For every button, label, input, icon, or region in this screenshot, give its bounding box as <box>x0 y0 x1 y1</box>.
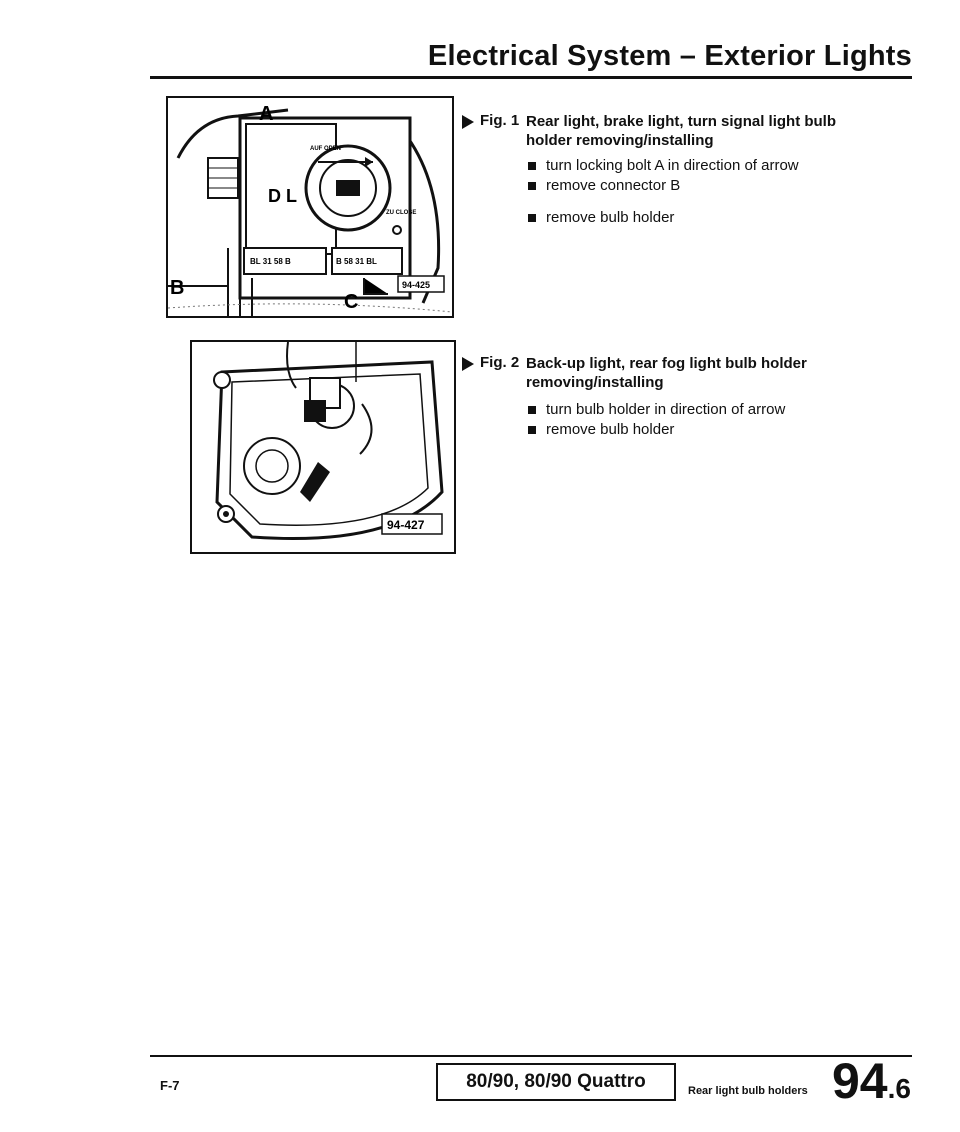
label-lock-letters: D L <box>268 186 297 206</box>
label-close: ZU CLOSE <box>386 210 417 216</box>
list-item: turn bulb holder in direction of arrow <box>528 400 785 420</box>
fig1-steps <box>528 156 799 228</box>
fig2-label: Fig. 2 <box>480 354 520 371</box>
list-item: remove bulb holder <box>528 420 785 440</box>
square-bullet-icon <box>528 182 536 190</box>
label-open: AUF OPEN <box>310 146 342 152</box>
square-bullet-icon <box>528 214 536 222</box>
fig1-caption <box>462 112 846 150</box>
footer-page-number <box>832 1052 911 1110</box>
figure-1-illustration <box>166 96 454 318</box>
triangle-pointer-icon <box>462 115 474 129</box>
page-number-main: 94 <box>832 1053 888 1109</box>
page-number-sub: .6 <box>887 1073 911 1104</box>
fig2-title: Back-up light, rear fog light bulb holder removing/installing <box>526 355 807 391</box>
label-pins-left: BL 31 58 B <box>250 257 291 266</box>
fig1-label: Fig. 1 <box>480 112 520 129</box>
square-bullet-icon <box>528 162 536 170</box>
list-item: remove bulb holder <box>528 208 799 228</box>
callout-c: C <box>344 291 359 313</box>
footer-section: Rear light bulb holders <box>688 1085 808 1097</box>
fig1-title: Rear light, brake light, turn signal light bulb holder removing/installing <box>526 113 837 149</box>
callout-b: B <box>170 277 185 299</box>
fig2-drawing <box>192 342 454 552</box>
fig2-caption <box>462 354 846 392</box>
callout-a: A <box>259 103 274 125</box>
list-item: turn locking bolt A in direction of arrow <box>528 156 799 176</box>
top-rule <box>150 76 912 79</box>
fig1-drawing <box>168 98 452 316</box>
footer-code: F-7 <box>160 1078 180 1093</box>
fig2-steps <box>528 400 785 440</box>
page-title: Electrical System – Exterior Lights <box>427 40 912 72</box>
fig1-ref: 94-425 <box>402 280 431 290</box>
triangle-pointer-icon <box>462 357 474 371</box>
label-pins-right: B 58 31 BL <box>336 257 377 266</box>
list-item: remove connector B <box>528 176 799 196</box>
figure-2-illustration <box>190 340 456 554</box>
footer-model: 80/90, 80/90 Quattro <box>436 1063 676 1101</box>
square-bullet-icon <box>528 426 536 434</box>
square-bullet-icon <box>528 406 536 414</box>
bottom-rule <box>150 1055 912 1057</box>
fig2-ref: 94-427 <box>387 518 425 532</box>
